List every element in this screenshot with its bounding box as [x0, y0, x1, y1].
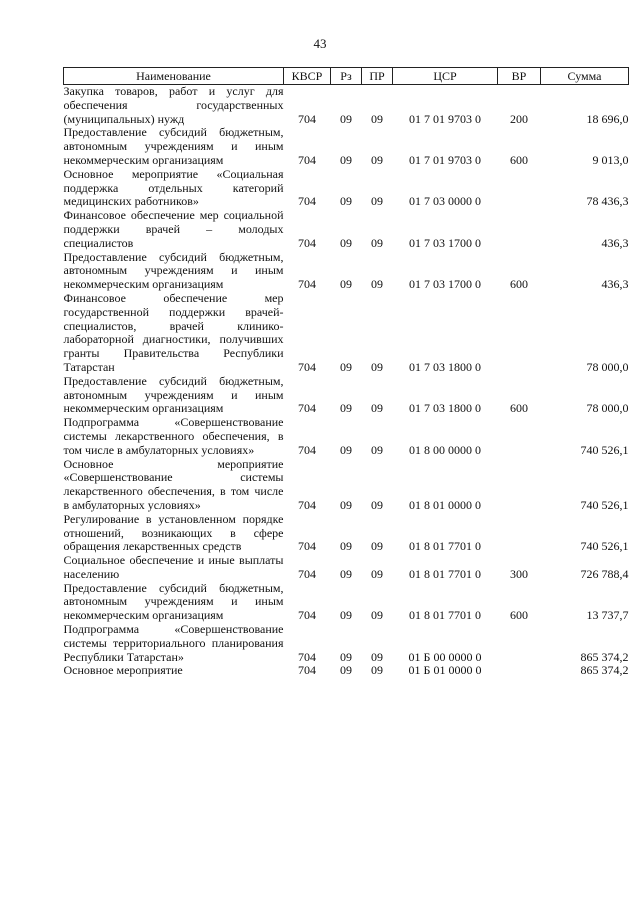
row-vr: 300 [510, 566, 528, 581]
table-row [64, 85, 629, 127]
row-vr [498, 168, 541, 209]
row-csr: 01 8 00 0000 0 [409, 442, 481, 457]
row-sum: 13 737,7 [586, 608, 629, 623]
row-sum: 740 526,1 [580, 497, 629, 512]
row-kvsr: 704 [298, 442, 316, 457]
row-sum: 9 013,0 [592, 152, 629, 167]
row-csr: 01 7 01 9703 0 [409, 111, 481, 126]
row-vr [498, 416, 541, 457]
row-csr: 01 7 03 1700 0 [409, 235, 481, 250]
row-csr: 01 7 03 0000 0 [409, 194, 481, 209]
header-name: Наименование [64, 68, 284, 85]
row-sum: 436,3 [601, 277, 629, 292]
table-row [64, 554, 629, 582]
row-vr: 600 [510, 401, 528, 416]
row-name: Закупка товаров, работ и услуг для обеспечения государственных (муниципальных) нужд [63, 84, 284, 126]
row-sum: 436,3 [601, 235, 629, 250]
budget-table [63, 67, 629, 678]
row-kvsr: 704 [298, 497, 316, 512]
row-kvsr: 704 [298, 152, 316, 167]
row-rz: 09 [340, 497, 352, 512]
row-rz: 09 [340, 566, 352, 581]
row-name: Предоставление субсидий бюджетным, автономным учреждениям и иным некоммерческим организациям [63, 249, 284, 292]
row-name: Финансовое обеспечение мер социальной поддержки врачей – молодых специалистов [63, 208, 284, 250]
row-csr: 01 8 01 0000 0 [409, 497, 481, 512]
row-name: Финансовое обеспечение мер государственной поддержки врачей-специалистов, врачей клинико-лабораторной диагностики, получивших гранты Правительства Республики Татарстан [63, 290, 284, 374]
row-csr: 01 8 01 7701 0 [409, 608, 481, 623]
row-pr: 09 [371, 497, 383, 512]
row-name: Предоставление субсидий бюджетным, автономным учреждениям и иным некоммерческим организациям [63, 580, 284, 623]
row-rz: 09 [340, 194, 352, 209]
row-vr: 600 [510, 152, 528, 167]
row-vr: 600 [510, 608, 528, 623]
row-vr [498, 623, 541, 664]
row-name: Социальное обеспечение и иные выплаты населению [63, 553, 284, 581]
row-name: Предоставление субсидий бюджетным, автономным учреждениям и иным некоммерческим организациям [63, 125, 284, 167]
table-row [64, 126, 629, 167]
table-body [64, 85, 629, 679]
row-pr: 09 [371, 442, 383, 457]
row-csr: 01 7 03 1800 0 [409, 359, 481, 374]
row-sum: 18 696,0 [586, 111, 629, 126]
row-vr [498, 664, 541, 678]
row-rz: 09 [340, 152, 352, 167]
page-number: 43 [313, 36, 327, 51]
row-sum: 740 526,1 [580, 539, 629, 554]
table-row [64, 458, 629, 513]
row-rz: 09 [340, 442, 352, 457]
row-pr: 09 [371, 539, 383, 554]
row-pr: 09 [371, 401, 383, 416]
row-name: Основное мероприятие [63, 663, 183, 678]
row-kvsr: 704 [298, 539, 316, 554]
row-vr [498, 209, 541, 250]
row-csr: 01 7 01 9703 0 [409, 152, 481, 167]
row-rz: 09 [340, 277, 352, 292]
row-sum: 865 374,2 [580, 663, 629, 678]
row-sum: 78 000,0 [586, 359, 629, 374]
table-header-row [64, 68, 629, 85]
row-pr: 09 [371, 649, 383, 664]
row-name: Предоставление субсидий бюджетным, автономным учреждениям и иным некоммерческим организациям [63, 373, 284, 416]
row-name: Основное мероприятие «Социальная поддержка отдельных категорий медицинских работников» [63, 166, 284, 209]
table-row [64, 375, 629, 416]
row-kvsr: 704 [298, 649, 316, 664]
table-row [64, 582, 629, 623]
row-kvsr: 704 [298, 235, 316, 250]
table-row [64, 251, 629, 292]
row-csr: 01 Б 00 0000 0 [408, 649, 482, 664]
row-name: Регулирование в установленном порядке отношений, возникающих в сфере обращения лекарственных средств [63, 511, 284, 554]
row-rz: 09 [340, 663, 352, 678]
row-kvsr: 704 [298, 663, 316, 678]
row-sum: 726 788,4 [580, 566, 629, 581]
row-vr: 600 [510, 277, 528, 292]
row-name: Подпрограмма «Совершенствование системы территориального планирования Республики Татарстан» [63, 622, 284, 664]
header-csr: ЦСР [393, 68, 498, 85]
row-rz: 09 [340, 111, 352, 126]
table-row [64, 664, 629, 678]
row-pr: 09 [371, 566, 383, 581]
header-kvsr: КВСР [284, 68, 331, 85]
row-kvsr: 704 [298, 277, 316, 292]
row-name: Подпрограмма «Совершенствование системы лекарственного обеспечения, в том числе в амбулаторных условиях» [63, 415, 284, 457]
row-pr: 09 [371, 235, 383, 250]
row-pr: 09 [371, 194, 383, 209]
row-rz: 09 [340, 235, 352, 250]
row-rz: 09 [340, 359, 352, 374]
row-csr: 01 7 03 1700 0 [409, 277, 481, 292]
table-row [64, 513, 629, 554]
row-rz: 09 [340, 649, 352, 664]
row-name: Основное мероприятие «Совершенствование системы лекарственного обеспечения, в том числе в амбулаторных условиях» [63, 456, 284, 512]
row-csr: 01 7 03 1800 0 [409, 401, 481, 416]
row-pr: 09 [371, 663, 383, 678]
row-rz: 09 [340, 539, 352, 554]
header-sum: Сумма [541, 68, 629, 85]
row-pr: 09 [371, 111, 383, 126]
table-row [64, 168, 629, 209]
header-rz: Рз [331, 68, 362, 85]
row-sum: 740 526,1 [580, 442, 629, 457]
row-rz: 09 [340, 401, 352, 416]
row-csr: 01 Б 01 0000 0 [408, 663, 482, 678]
header-pr: ПР [362, 68, 393, 85]
header-vr: ВР [498, 68, 541, 85]
row-sum: 78 436,3 [586, 194, 629, 209]
row-csr: 01 8 01 7701 0 [409, 566, 481, 581]
row-vr [498, 513, 541, 554]
table-row [64, 209, 629, 250]
table-row [64, 623, 629, 664]
row-kvsr: 704 [298, 194, 316, 209]
row-kvsr: 704 [298, 359, 316, 374]
row-vr [498, 292, 541, 375]
row-sum: 78 000,0 [586, 401, 629, 416]
row-csr: 01 8 01 7701 0 [409, 539, 481, 554]
row-pr: 09 [371, 277, 383, 292]
row-kvsr: 704 [298, 608, 316, 623]
row-pr: 09 [371, 608, 383, 623]
row-kvsr: 704 [298, 566, 316, 581]
row-pr: 09 [371, 359, 383, 374]
table-row [64, 292, 629, 375]
row-rz: 09 [340, 608, 352, 623]
row-sum: 865 374,2 [580, 649, 629, 664]
table-row [64, 416, 629, 457]
row-vr [498, 458, 541, 513]
row-vr: 200 [510, 111, 528, 126]
row-kvsr: 704 [298, 111, 316, 126]
row-kvsr: 704 [298, 401, 316, 416]
row-pr: 09 [371, 152, 383, 167]
